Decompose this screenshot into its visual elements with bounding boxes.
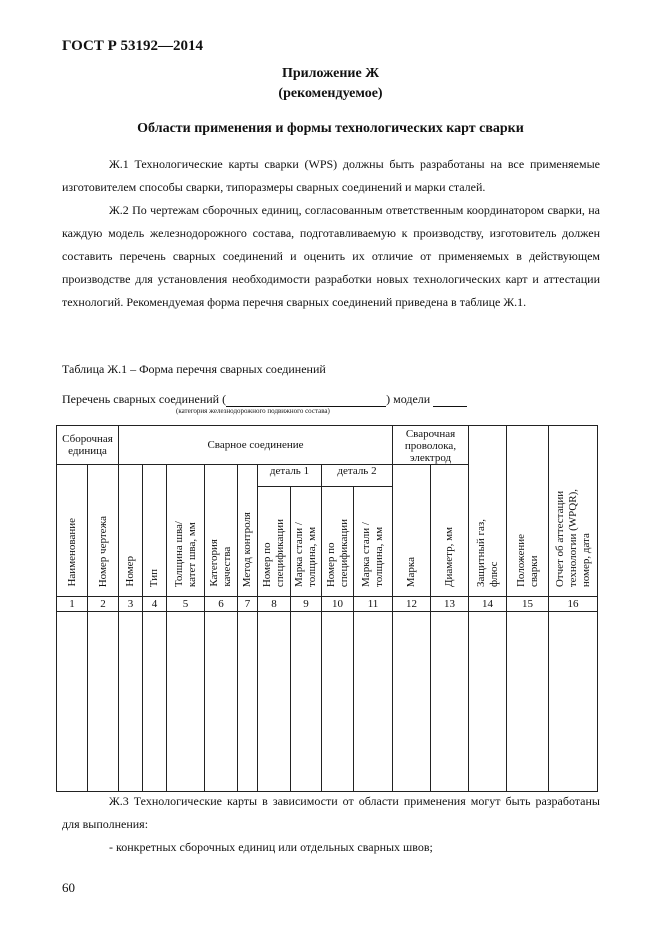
col-num: 1 (57, 597, 88, 612)
col-detail1-steel-grade: Марка стали / толщина, мм (291, 487, 322, 597)
col-num: 4 (143, 597, 167, 612)
header-welded-joint: Сварное соединение (119, 426, 393, 465)
category-blank (226, 394, 386, 407)
col-detail2-steel-grade: Марка стали / толщина, мм (354, 487, 393, 597)
bottom-text (62, 790, 600, 859)
header-detail-2: деталь 2 (322, 465, 393, 487)
col-detail1-spec-number: Номер по спецификации (258, 487, 291, 597)
col-wire-grade: Марка (393, 465, 431, 597)
empty-data-row (57, 612, 598, 792)
col-shielding-gas: Защитный газ, флюс (469, 426, 507, 597)
col-quality-category: Категория качества (205, 465, 238, 597)
page-number: 60 (62, 880, 75, 895)
col-num: 3 (119, 597, 143, 612)
appendix-status: (рекомендуемое) (278, 86, 383, 101)
paragraph-zh2: Ж.2 По чертежам сборочных единиц, согласованным ответственным координатором сварки, на каждую модель железнодорожного состава, подготавливаемую к производству, изготовитель должен составить перечень сварных соединений и оценить их отличие от применяемых в действующем производстве для установления необходимости разработки новых технологических карт и аттестации технологий. Рекомендуемая форма перечня сварных соединений приведена в таблице Ж.1. (62, 203, 600, 309)
paragraph-block (62, 153, 600, 314)
category-note: (категория железнодорожного подвижного состава) (176, 407, 330, 415)
col-type: Тип (143, 465, 167, 597)
list-item: - конкретных сборочных единиц или отдельных сварных швов; (109, 840, 433, 854)
col-num: 6 (205, 597, 238, 612)
col-num: 7 (238, 597, 258, 612)
table-caption: Таблица Ж.1 – Форма перечня сварных соединений (62, 362, 326, 376)
col-num: 5 (167, 597, 205, 612)
paragraph-zh3: Ж.3 Технологические карты в зависимости от области применения могут быть разработаны для выполнения: (62, 794, 600, 831)
col-num: 14 (469, 597, 507, 612)
column-number-row (57, 597, 598, 612)
list-title-line (62, 392, 467, 407)
col-wpqr-report: Отчет об аттестации технологии (WPQR), номер, дата (549, 426, 598, 597)
col-control-method: Метод контроля (238, 465, 258, 597)
col-num: 11 (354, 597, 393, 612)
col-wire-diameter: Диаметр, мм (431, 465, 469, 597)
col-detail2-spec-number: Номер по спецификации (322, 487, 354, 597)
model-blank (433, 394, 467, 407)
list-prefix: Перечень сварных соединений ( (62, 392, 227, 406)
col-num: 9 (291, 597, 322, 612)
paragraph-zh1: Ж.1 Технологические карты сварки (WPS) должны быть разработаны на все применяемые изготовителем способы сварки, типоразмеры сварных соединений и марки сталей. (62, 157, 600, 194)
col-name: Наименование (57, 465, 88, 597)
col-weld-thickness: Толщина шва/ катет шва, мм (167, 465, 205, 597)
header-assembly-unit: Сборочная единица (57, 426, 119, 465)
col-number: Номер (119, 465, 143, 597)
col-welding-position: Положение сварки (507, 426, 549, 597)
col-num: 16 (549, 597, 598, 612)
header-detail-1: деталь 1 (258, 465, 322, 487)
section-title: Области применения и формы технологических карт сварки (137, 121, 524, 136)
header-wire-electrode: Сварочная проволока, электрод (393, 426, 469, 465)
col-drawing-number: Номер чертежа (88, 465, 119, 597)
appendix-title: Приложение Ж (281, 66, 380, 81)
col-num: 15 (507, 597, 549, 612)
col-num: 13 (431, 597, 469, 612)
col-num: 10 (322, 597, 354, 612)
document-code: ГОСТ Р 53192—2014 (62, 38, 204, 54)
col-num: 2 (88, 597, 119, 612)
col-num: 8 (258, 597, 291, 612)
welded-joints-table (56, 425, 598, 792)
col-num: 12 (393, 597, 431, 612)
list-middle: ) модели (386, 392, 434, 406)
